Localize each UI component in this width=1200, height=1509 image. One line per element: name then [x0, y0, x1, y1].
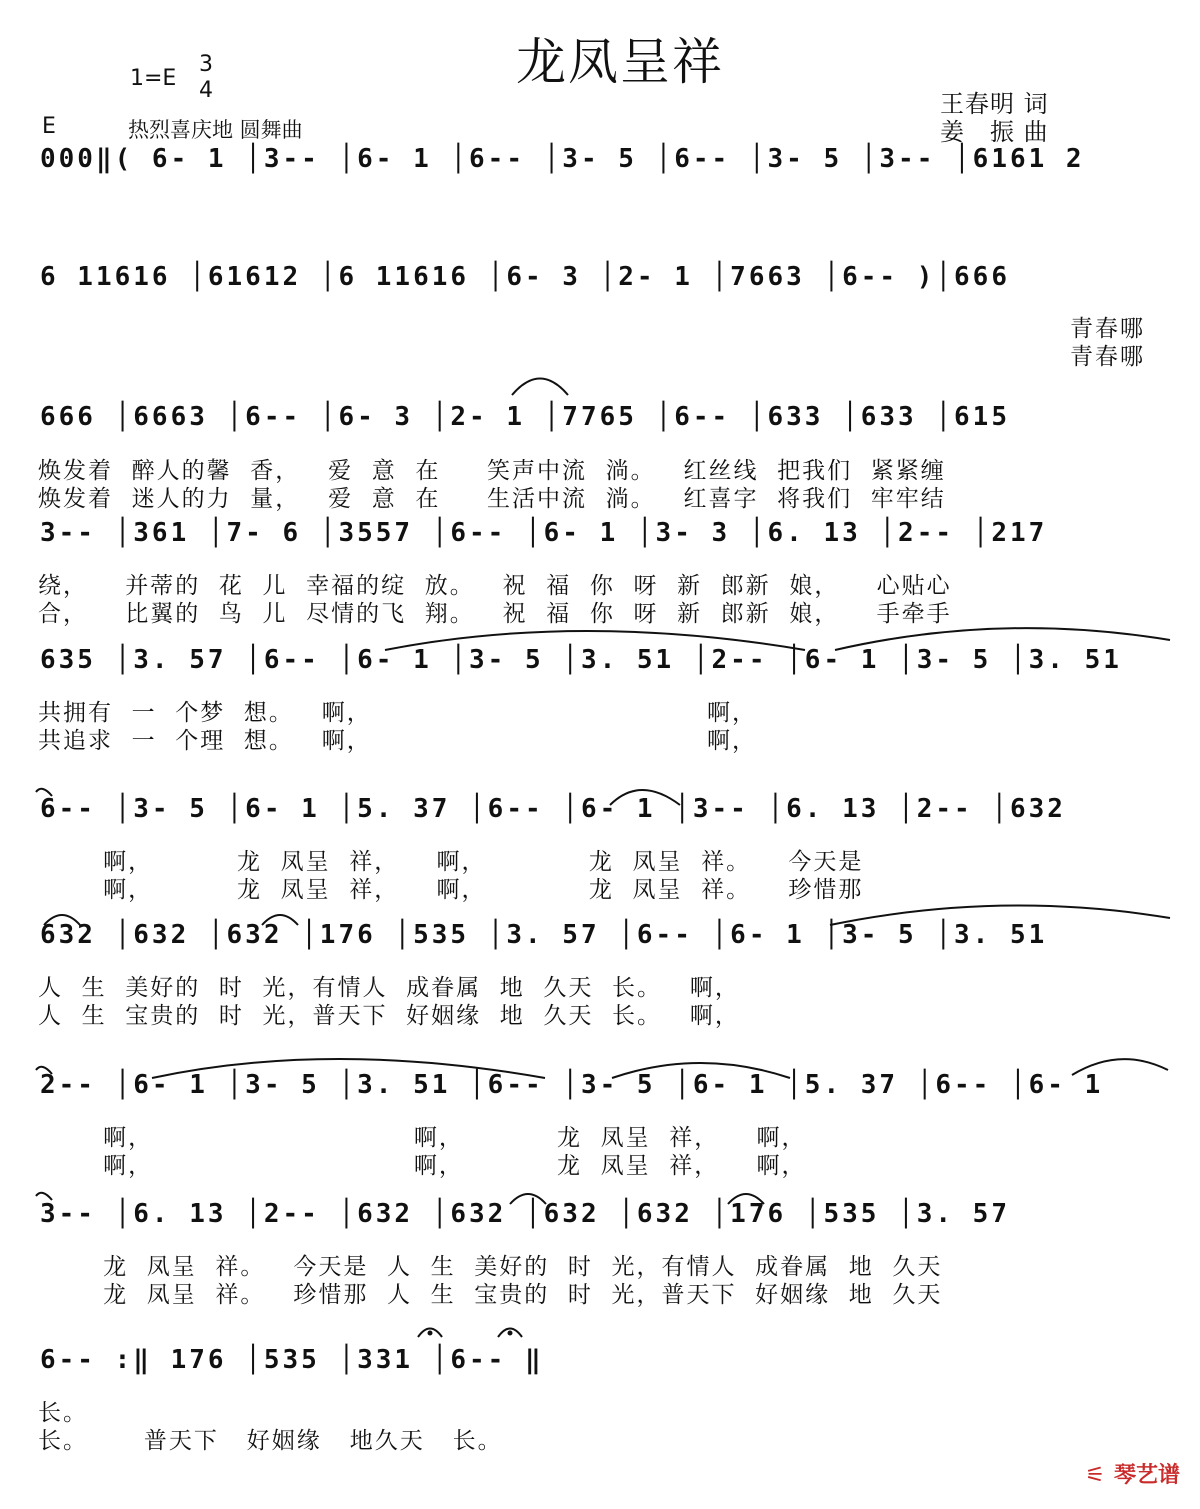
- score-line-9: 3-- │6. 13 │2-- │632 │632 │632 │632 │176 │535 │3. 57: [40, 1199, 1010, 1229]
- lyrics-line-10-verse-2: 长。 普天下 好姻缘 地久天 长。: [38, 1428, 503, 1454]
- key-signature: 1=E: [130, 66, 177, 91]
- time-signature-bottom: 4: [199, 78, 213, 103]
- lyrics-line-3-verse-1: 焕发着 醉人的馨 香， 爱 意 在 笑声中流 淌。 红丝线 把我们 紧紧缠: [38, 458, 946, 484]
- lyrics-line-8-verse-2: 啊， 啊， 龙 凤呈 祥， 啊，: [38, 1153, 807, 1179]
- tempo-marking: 热烈喜庆地 圆舞曲: [128, 118, 303, 142]
- watermark-logo: [1085, 1458, 1180, 1489]
- lyrics-line-7-verse-2: 人 生 宝贵的 时 光，普天下 好姻缘 地 久天 长。 啊，: [38, 1003, 740, 1029]
- time-signature-top: 3: [199, 52, 213, 77]
- lyrics-line-5-verse-2: 共追求 一 个理 想。 啊， 啊，: [38, 728, 757, 754]
- lyrics-line-7-verse-1: 人 生 美好的 时 光，有情人 成眷属 地 久天 长。 啊，: [38, 975, 740, 1001]
- slur-arc: [36, 1193, 52, 1200]
- slur-arc: [510, 1194, 546, 1204]
- slur-arc: [610, 790, 680, 805]
- slur-arc: [830, 906, 1170, 925]
- lyricist-credit: 王春明 词: [940, 90, 1049, 118]
- lyrics-line-4-verse-1: 绕， 并蒂的 花 儿 幸福的绽 放。 祝 福 你 呀 新 郎新 娘， 心贴心: [38, 573, 952, 599]
- slur-arc: [152, 1059, 545, 1078]
- lyrics-line-4-verse-2: 合， 比翼的 鸟 儿 尽情的飞 翔。 祝 福 你 呀 新 郎新 娘， 手牵手: [38, 601, 952, 627]
- score-line-6: 6-- │3- 5 │6- 1 │5. 37 │6-- │6- 1 │3-- │6. 13 │2-- │632: [40, 794, 1066, 824]
- score-line-2: 6 11616 │61612 │6 11616 │6- 3 │2- 1 │7663 │6-- )│666: [40, 262, 1010, 292]
- slur-arc: [262, 915, 298, 925]
- score-line-8: 2-- │6- 1 │3- 5 │3. 51 │6-- │3- 5 │6- 1 │5. 37 │6-- │6- 1: [40, 1070, 1104, 1100]
- fermata-marks: [418, 1329, 522, 1338]
- lyrics-line-8-verse-1: 啊， 啊， 龙 凤呈 祥， 啊，: [38, 1125, 807, 1151]
- lyrics-line-9-verse-2: 龙 凤呈 祥。 珍惜那 人 生 宝贵的 时 光，普天下 好姻缘 地 久天: [38, 1282, 943, 1308]
- song-title: 龙凤呈祥: [516, 33, 724, 91]
- lyrics-line-2-verse-1: 青春哪: [1070, 316, 1145, 342]
- watermark-text: 琴艺谱: [1113, 1463, 1180, 1488]
- score-line-10: 6-- :‖ 176 │535 │331 │6-- ‖: [40, 1345, 544, 1375]
- score-line-5: 635 │3. 57 │6-- │6- 1 │3- 5 │3. 51 │2-- │6- 1 │3- 5 │3. 51: [40, 645, 1122, 675]
- score-line-7: 632 │632 │632 │176 │535 │3. 57 │6-- │6- 1 │3- 5 │3. 51: [40, 920, 1048, 950]
- lyrics-line-2-verse-2: 青春哪: [1070, 344, 1145, 370]
- score-line-3: 666 │6663 │6-- │6- 3 │2- 1 │7765 │6-- │633 │633 │615: [40, 402, 1010, 432]
- lyrics-line-5-verse-1: 共拥有 一 个梦 想。 啊， 啊，: [38, 700, 757, 726]
- score-line-1: 000‖( 6- 1 │3-- │6- 1 │6-- │3- 5 │6-- │3- 5 │3-- │6161 2: [40, 144, 1085, 174]
- lyrics-line-9-verse-1: 龙 凤呈 祥。 今天是 人 生 美好的 时 光，有情人 成眷属 地 久天: [38, 1254, 943, 1280]
- chord-label: E: [42, 114, 56, 139]
- slur-arc: [612, 1063, 790, 1078]
- slur-arc: [1072, 1059, 1168, 1075]
- slur-arc: [512, 379, 568, 396]
- lyrics-line-6-verse-2: 啊， 龙 凤呈 祥， 啊， 龙 凤呈 祥。 珍惜那: [38, 877, 864, 903]
- slur-arc: [36, 1067, 52, 1074]
- slur-arc: [44, 915, 80, 925]
- slur-arc: [385, 631, 805, 650]
- composer-credit: 姜 振 曲: [940, 118, 1049, 146]
- watermark-icon: ⚟: [1085, 1463, 1105, 1488]
- slur-arc: [728, 1194, 764, 1204]
- lyrics-line-6-verse-1: 啊， 龙 凤呈 祥， 啊， 龙 凤呈 祥。 今天是: [38, 849, 864, 875]
- score-line-4: 3-- │361 │7- 6 │3557 │6-- │6- 1 │3- 3 │6. 13 │2-- │217: [40, 518, 1048, 548]
- lyrics-line-3-verse-2: 焕发着 迷人的力 量， 爱 意 在 生活中流 淌。 红喜字 将我们 牢牢结: [38, 486, 946, 512]
- slur-arc: [36, 789, 52, 796]
- slur-arc: [835, 628, 1170, 650]
- lyrics-line-10-verse-1: 长。: [38, 1400, 88, 1426]
